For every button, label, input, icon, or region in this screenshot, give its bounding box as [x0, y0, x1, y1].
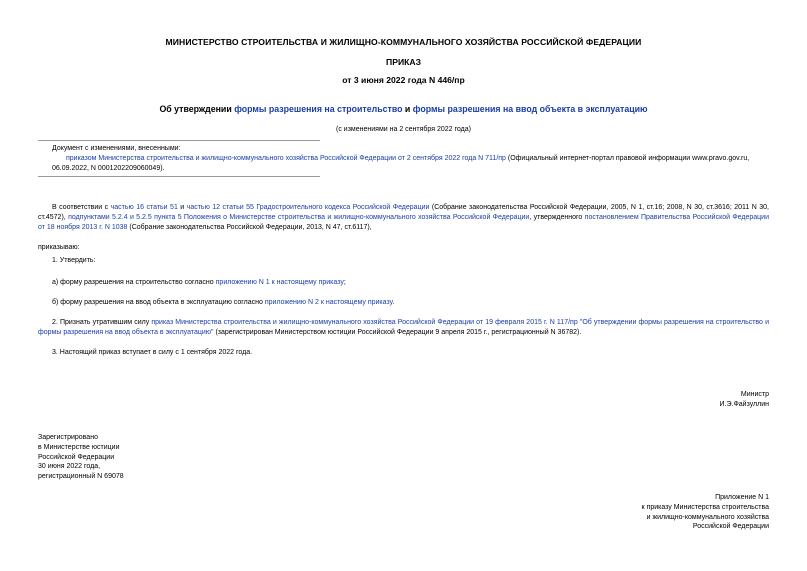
link-order-117[interactable]: приказ Министерства строительства и жилищно-коммунального хозяйства Российской Федерации от 19 февраля 2015 г. N 117/пр "Об утверждении формы разрешения на строительство и формы разрешения на ввод объекта в эксплуатацию": [38, 319, 769, 336]
registration-line-2: в Министерстве юстиции: [38, 443, 120, 451]
item-b: [38, 298, 769, 308]
basis-text-5: (Собрание законодательства Российской Федерации, 2013, N 47, ст.6117),: [127, 223, 372, 231]
appendix-line-2: к приказу Министерства строительства: [641, 503, 769, 511]
amendments-note: (с изменениями на 2 сентября 2022 года): [336, 126, 471, 133]
title-prefix: Об утверждении: [159, 104, 235, 114]
item-a: [38, 278, 769, 288]
signature-name: И.Э.Файзуллин: [719, 400, 769, 408]
changes-tail: (Официальный интернет-портал правовой информации www.pravo.gov.ru, 06.09.2022, N 0001202209060049).: [52, 154, 750, 172]
appendix-line-3: и жилищно-коммунального хозяйства: [646, 513, 769, 521]
basis-text-1: В соответствии с: [52, 204, 111, 211]
appendix-line-1: Приложение N 1: [715, 494, 769, 501]
appendix-heading: [642, 493, 769, 532]
link-part16-art51[interactable]: частью 16 статьи 51: [110, 204, 178, 211]
registration-line-4: 30 июня 2022 года,: [38, 463, 101, 471]
changes-label: Документ с изменениями, внесенными:: [52, 145, 181, 152]
document-title: [0, 103, 807, 115]
basis-text-3: (Собрание законодательства Российской Федерации, 2005, N 1, ст.16; 2008, N 30, ст.3616; 2011 N 30, ст.4572),: [38, 204, 769, 221]
title-link-commissioning-permit[interactable]: формы разрешения на ввод объекта в эксплуатацию: [412, 104, 648, 114]
title-link-construction-permit[interactable]: формы разрешения на строительство: [234, 104, 403, 114]
registration-block: [38, 433, 124, 482]
changes-body: [38, 154, 769, 174]
changes-bottom-divider: [38, 176, 320, 177]
registration-line-5: регистрационный N 69078: [38, 473, 124, 481]
changes-top-divider: [38, 140, 320, 141]
item-a-text: а) форму разрешения на строительство согласно: [52, 279, 216, 286]
order-date-number: от 3 июня 2022 года N 446/пр: [342, 75, 465, 85]
link-government-decree-1038[interactable]: постановлением Правительства Российской Федерации от 18 ноября 2013 г. N 1038: [38, 213, 769, 231]
item-2-tail: (зарегистрирован Министерством юстиции Российской Федерации 9 апреля 2015 г., регистрационный N 36782).: [213, 328, 582, 336]
link-appendix-1[interactable]: приложению N 1 к настоящему приказу: [215, 279, 344, 286]
changes-link-order-711[interactable]: приказом Министерства строительства и жилищно-коммунального хозяйства Российской Федерации от 2 сентября 2022 года N 711/пр: [66, 154, 506, 162]
ministry-heading: МИНИСТЕРСТВО СТРОИТЕЛЬСТВА И ЖИЛИЩНО-КОММУНАЛЬНОГО ХОЗЯЙСТВА РОССИЙСКОЙ ФЕДЕРАЦИИ: [165, 37, 642, 47]
order-heading: ПРИКАЗ: [386, 57, 421, 67]
item-a-end: ;: [343, 279, 346, 286]
registration-line-3: Российской Федерации: [38, 453, 115, 461]
link-regulation-subparagraphs[interactable]: подпунктами 5.2.4 и 5.2.5 пункта 5 Положения о Министерстве строительства и жилищно-коммунального хозяйства Российской Федерации: [68, 213, 530, 221]
link-appendix-2[interactable]: приложению N 2 к настоящему приказу: [264, 299, 393, 306]
appendix-line-4: Российской Федерации: [692, 523, 769, 531]
basis-paragraph: [38, 203, 769, 232]
order-word: приказываю:: [38, 244, 80, 251]
signature-position: Министр: [740, 391, 769, 398]
item-2: [38, 318, 769, 338]
item-2-text: 2. Признать утратившим силу: [52, 319, 152, 326]
basis-text-2: и: [177, 204, 187, 211]
item-b-end: .: [392, 299, 395, 306]
link-part12-art55-grk[interactable]: частью 12 статьи 55 Градостроительного кодекса Российской Федерации: [186, 204, 430, 211]
item-1: 1. Утвердить:: [52, 257, 96, 264]
signature-block: [720, 390, 770, 410]
registration-line-1: Зарегистрировано: [38, 434, 98, 441]
item-3: 3. Настоящий приказ вступает в силу с 1 сентября 2022 года.: [52, 349, 253, 356]
item-b-text: б) форму разрешения на ввод объекта в эксплуатацию согласно: [52, 299, 265, 306]
title-middle: и: [402, 104, 413, 114]
basis-text-4: , утвержденного: [529, 213, 585, 221]
changes-box: [38, 140, 769, 177]
